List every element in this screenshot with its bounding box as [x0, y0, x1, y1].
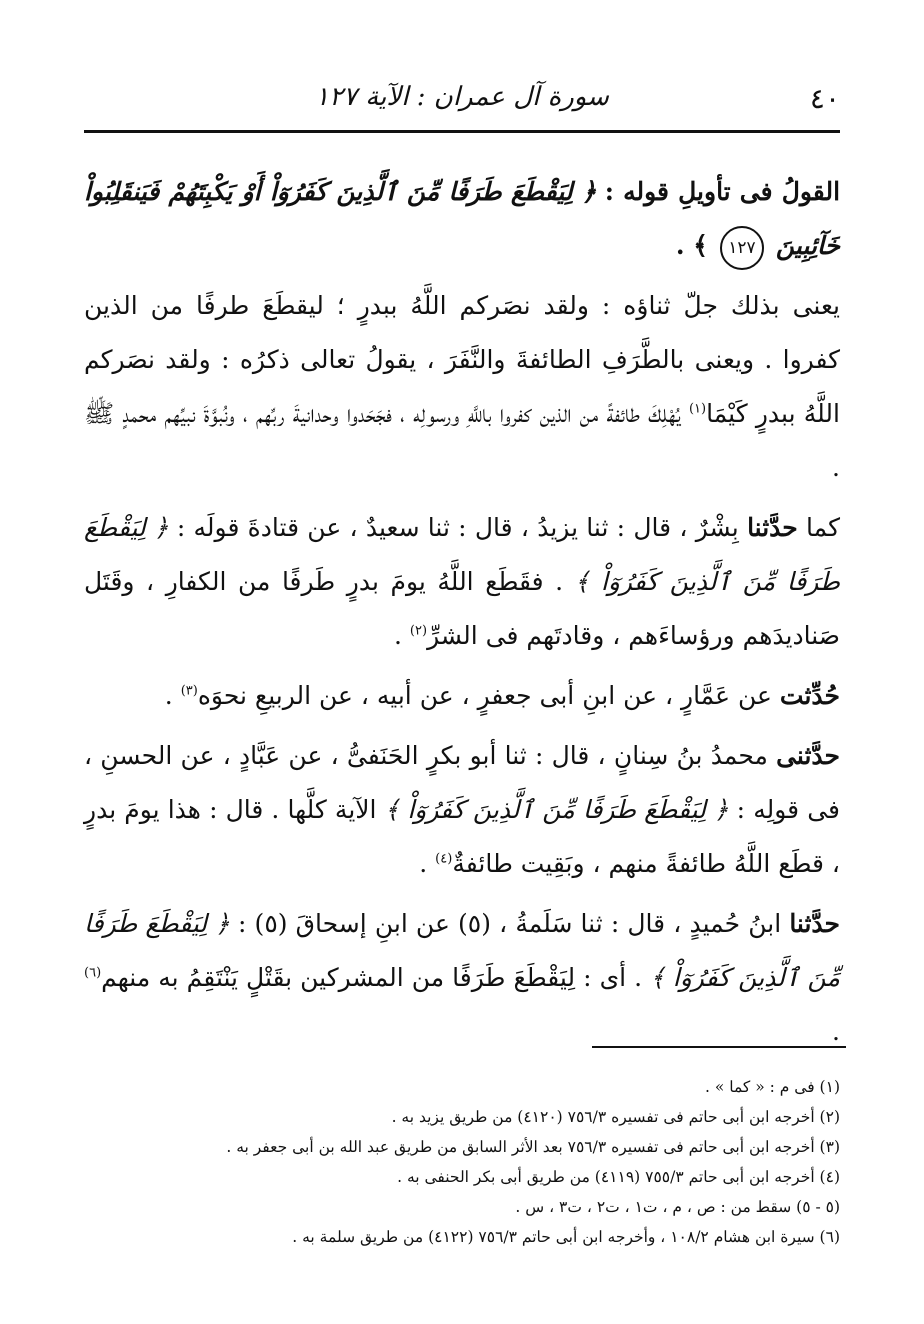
- paragraph-4: [84, 669, 840, 723]
- header-rule: [84, 130, 840, 133]
- footnote-rule: [592, 1046, 846, 1048]
- paragraph-3: [84, 501, 840, 663]
- paragraph-text: يعنى بذلك جلّ ثناؤه : ولقد نصَركم اللَّهُ ببدرٍ ؛ ليقطَعَ طرفًا من الذين كفروا . ويعنى بالطَّرَفِ الطائفةَ والنَّفَرَ ، يقولُ تعالى ذكرُه : ولقد نصَركم اللَّهُ ببدرٍ كَيْمَا: [84, 291, 840, 428]
- footnote-3: (٣) أخرجه ابن أبى حاتم فى تفسيره ٧٥٦/٣ بعد الأثر السابق من طريق عبد الله بن أبى جعفر به .: [226, 1138, 840, 1156]
- quran-quote: ﴿ لِيَقْطَعَ طَرَفًا مِّنَ ٱلَّذِينَ كَفَرُوٓاْ ﴾: [84, 513, 840, 596]
- footnote-ref: (٦): [84, 965, 102, 981]
- paragraph-1: [84, 165, 840, 273]
- isnad-lead: حدَّثنا: [789, 909, 841, 938]
- paragraph-text: . أى : لِيَقْطَعَ طَرَفًا من المشركين بقَتْلٍ يَنْتَقِمُ به منهم: [101, 963, 643, 992]
- footnote-ref: (٣): [180, 683, 198, 699]
- footnote-ref: (٢): [409, 623, 428, 639]
- footnote-1: (١) فى م : « كما » .: [704, 1078, 840, 1096]
- isnad-lead: حدَّثنى: [776, 741, 840, 770]
- footnote-5: (٥ - ٥) سقط من : ص ، م ، ت١ ، ت٢ ، ت٣ ، س .: [515, 1198, 840, 1216]
- ayah-number-marker: ١٢٧: [720, 226, 764, 270]
- main-text: [84, 165, 840, 1065]
- isnad-lead: حدَّثنا: [747, 513, 798, 542]
- quran-quote: ﴿ لِيَقْطَعَ طَرَفًا مِّنَ ٱلَّذِينَ كَفَرُوٓاْ ﴾: [384, 795, 729, 824]
- paragraph-text: كما: [806, 513, 841, 542]
- paragraph-text: محمدُ بنُ سِنانٍ ، قال : ثنا أبو بكرٍ الحَنَفىُّ ، عن عَبَّادٍ ، عن الحسنِ ، فى قولِه :: [84, 741, 840, 824]
- heading-lead: القولُ فى تأويلِ قوله :: [604, 177, 841, 206]
- paragraph-end: .: [419, 849, 428, 878]
- paragraph-text: الآية كلَّها . قال : هذا يومَ بدرٍ ، قطَع اللَّهُ طائفةً منهم ، وبَقِيت طائفةٌ: [84, 795, 840, 878]
- paragraph-end: .: [164, 681, 173, 710]
- running-title: سورة آل عمران : الآية ١٢٧: [315, 82, 609, 112]
- quran-quote: ﴿ لِيَقْطَعَ طَرَفًا مِّنَ ٱلَّذِينَ كَفَرُوٓاْ ﴾: [84, 909, 840, 992]
- paragraph-text: ابنُ حُميدٍ ، قال : ثنا سَلَمةُ ، (٥) عن ابنِ إسحاقَ (٥) :: [237, 909, 782, 938]
- footnote-6: (٦) سيرة ابن هشام ١٠٨/٢ ، وأخرجه ابن أبى حاتم ٧٥٦/٣ (٤١٢٢) من طريق سلمة به .: [292, 1228, 840, 1246]
- footnote-ref: (١): [688, 401, 707, 417]
- paragraph-text: بِشْرٌ ، قال : ثنا يزيدُ ، قال : ثنا سعيدٌ ، عن قتادةَ قولَه :: [176, 513, 739, 542]
- footnote-ref: (٤): [435, 851, 453, 867]
- paragraph-6: [84, 897, 840, 1059]
- paragraph-5: [84, 729, 840, 891]
- quran-quote: ﴿ لِيَقْطَعَ طَرَفًا مِّنَ ٱلَّذِينَ كَفَرُوٓاْ أَوْ يَكْبِتَهُمْ فَيَنقَلِبُواْ خَآئِبِينَ: [84, 177, 840, 260]
- paragraph-text: . فقَطَع اللَّهُ يومَ بدرٍ طَرفًا من الكفارِ ، وقَتَل صَناديدَهم ورؤساءَهم ، وقادتَهم فى الشرِّ: [84, 567, 840, 650]
- page-header: [84, 82, 840, 124]
- footnote-2: (٢) أخرجه ابن أبى حاتم فى تفسيره ٧٥٦/٣ (٤١٢٠) من طريق يزيد به .: [391, 1108, 840, 1126]
- paragraph-end: .: [832, 1017, 840, 1046]
- quote-close: ﴾ .: [675, 231, 708, 260]
- paragraph-text: عن عَمَّارٍ ، عن ابنِ أبى جعفرٍ ، عن أبيه ، عن الربيعِ نحوَه: [197, 681, 772, 710]
- page-number: ٤٠: [809, 82, 840, 115]
- isnad-lead: حُدِّثت: [779, 681, 840, 710]
- paragraph-text: يُهْلِكَ طائفةً من الذين كفروا باللَّهِ ورسولِه ، فجَحَدوا وحدانيةَ ربِّهم ، ونُبوَّةَ نبيِّهم محمدٍ ﷺ .: [84, 399, 840, 482]
- paragraph-end: .: [394, 621, 402, 650]
- paragraph-2: [84, 279, 840, 495]
- footnotes: [84, 1072, 840, 1252]
- footnote-4: (٤) أخرجه ابن أبى حاتم ٧٥٥/٣ (٤١١٩) من طريق أبى بكر الحنفى به .: [397, 1168, 840, 1186]
